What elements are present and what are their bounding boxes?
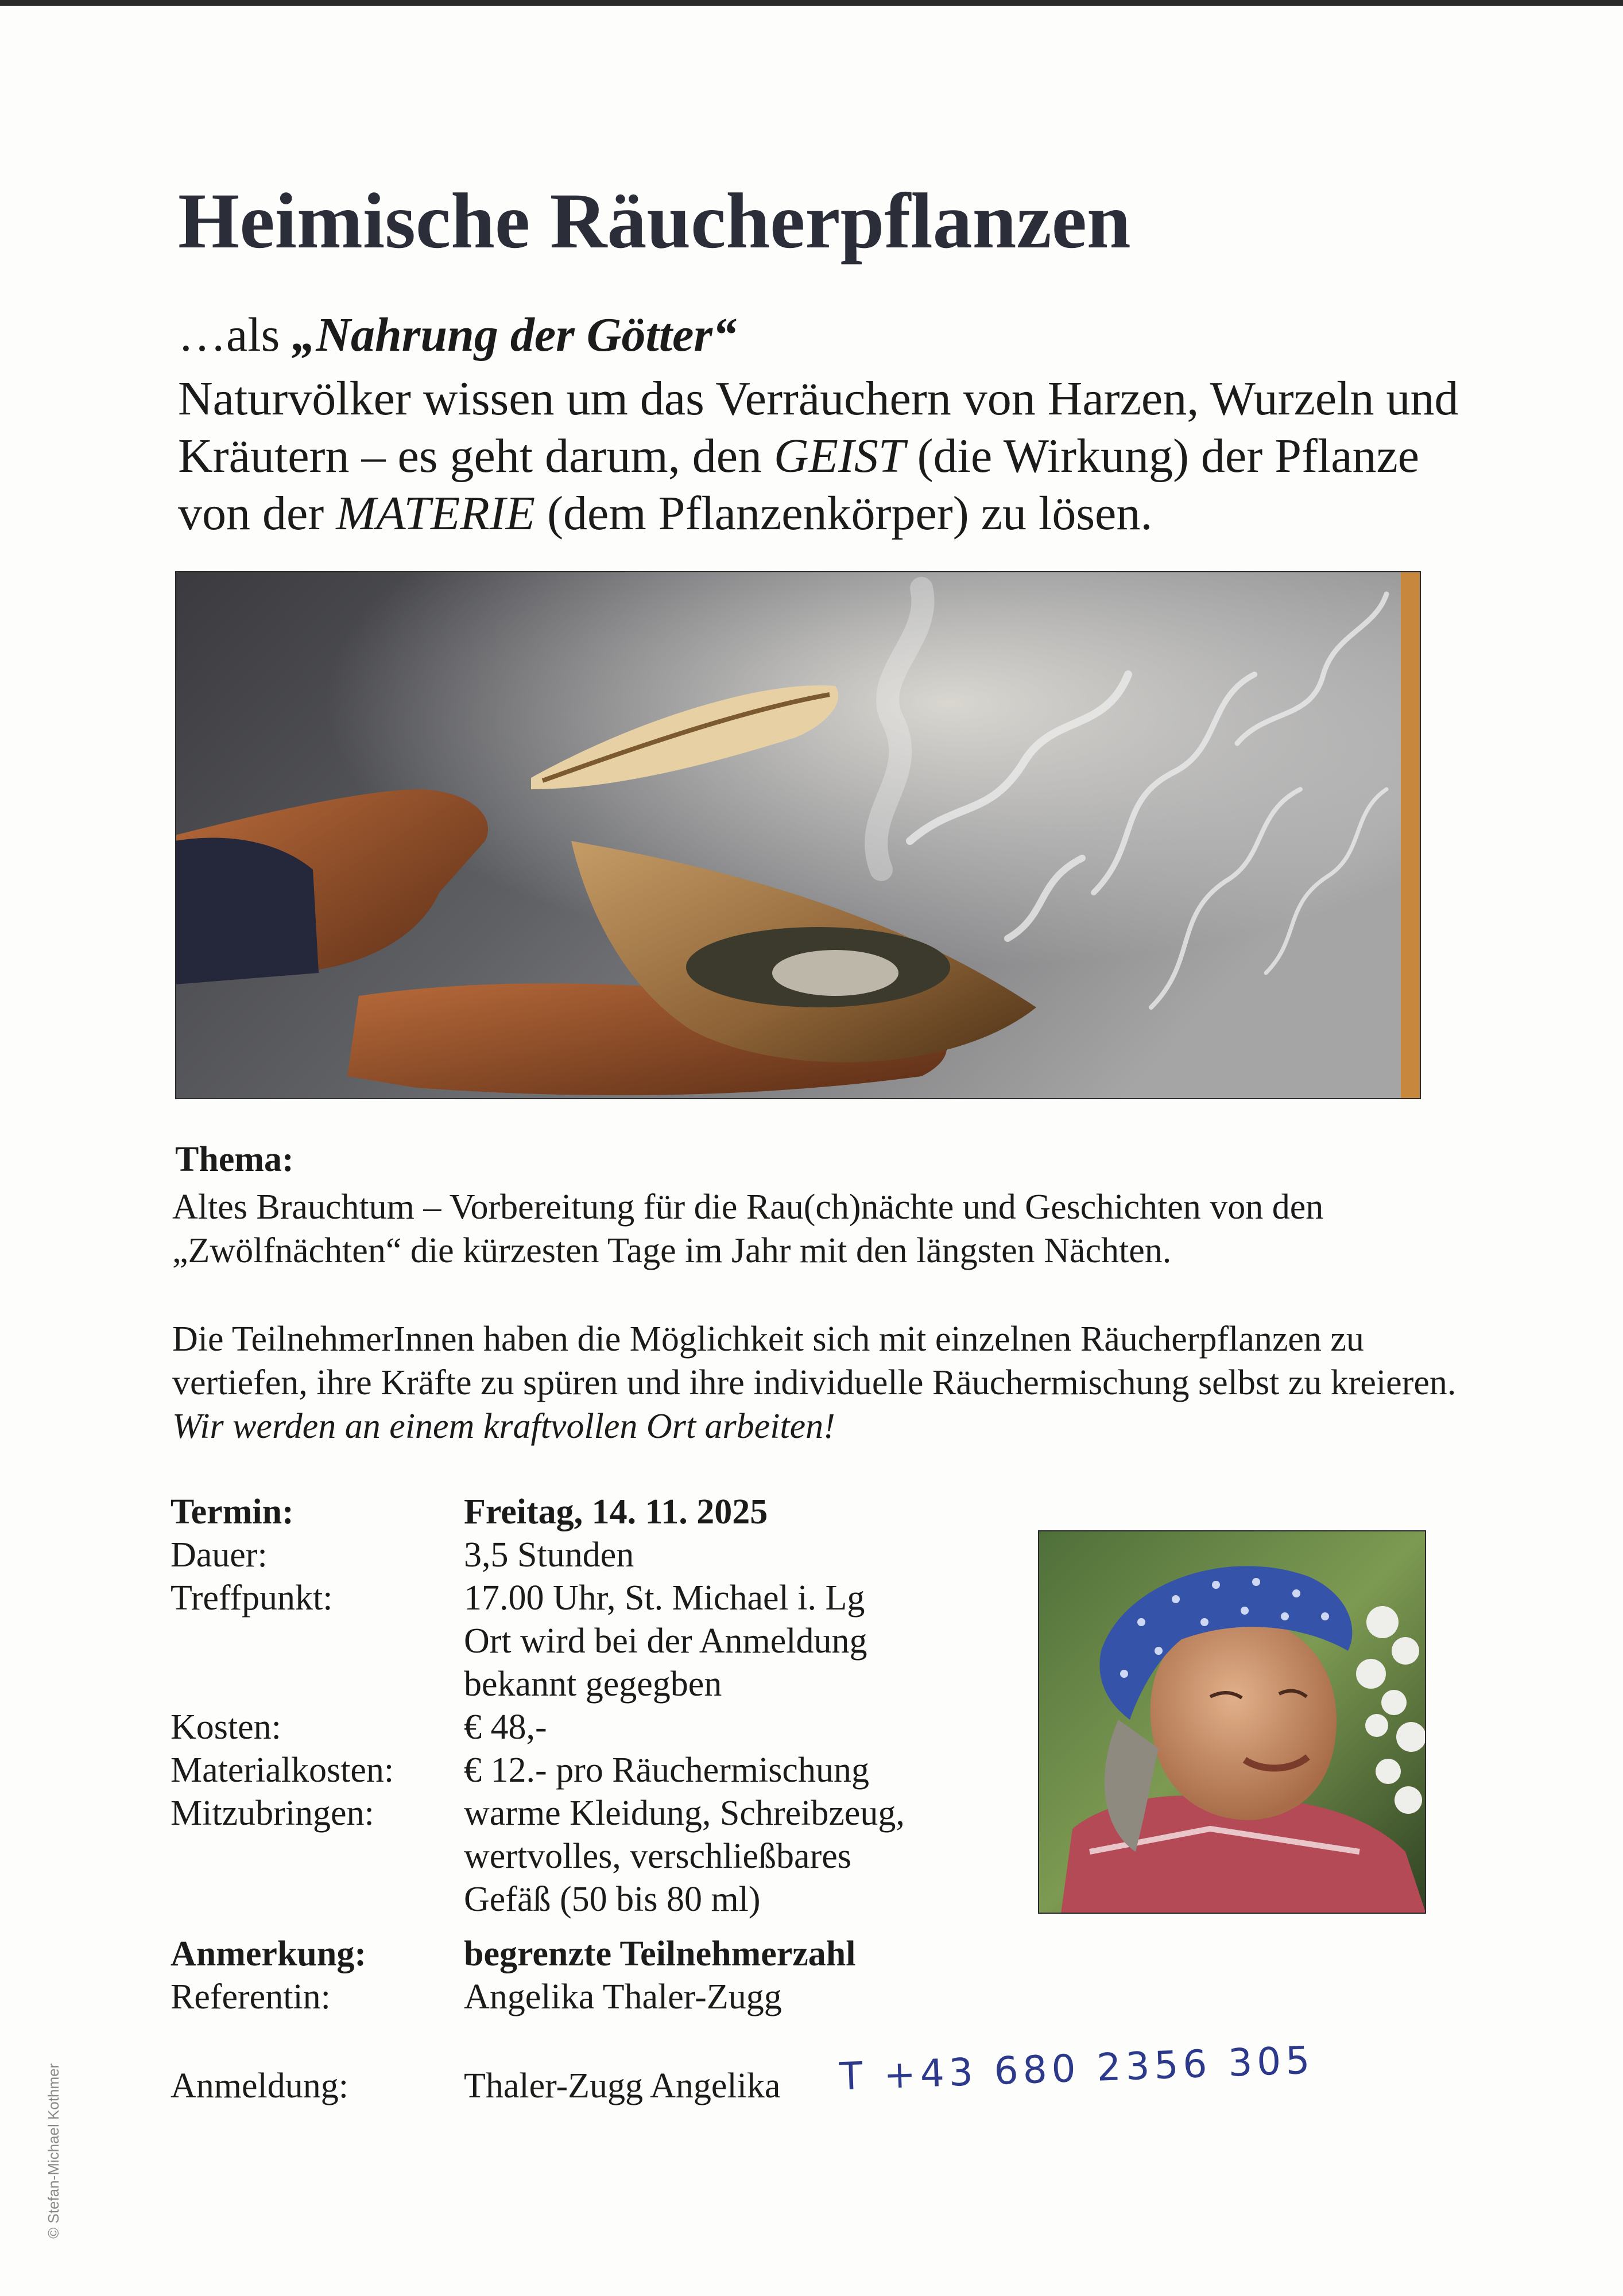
intro-paragraph [178, 370, 1475, 542]
anmerkung-value: begrenzte Teilnehmerzahl [464, 1934, 856, 1973]
mitzubringen-value-1: warme Kleidung, Schreibzeug, [464, 1794, 905, 1833]
intro-part-1: Naturvölker wissen um das Verräuchern von Harzen, Wurzeln und Kräutern – es geht darum, den [178, 372, 1459, 483]
anmeldung-value: Thaler-Zugg Angelika [464, 2066, 781, 2105]
intro-part-3: (dem Pflanzenkörper) zu lösen. [535, 487, 1153, 540]
subtitle [178, 307, 737, 363]
thema-text: Altes Brauchtum – Vorbereitung für die Rau(ch)nächte und Geschichten von den „Zwölfnächten“ die kürzesten Tage im Jahr mit den längsten Nächten. [172, 1188, 1324, 1270]
intro-materie: MATERIE [336, 487, 536, 540]
treffpunkt-value: 17.00 Uhr, St. Michael i. Lg [464, 1578, 865, 1618]
termin-label: Termin: [171, 1492, 294, 1531]
kosten-label: Kosten: [171, 1708, 281, 1747]
dauer-label: Dauer: [171, 1535, 268, 1574]
treffpunkt-note-2: bekannt gegegben [464, 1665, 722, 1704]
photo-credit: © Stefan-Michael Kothmer [45, 2063, 62, 2239]
termin-value: Freitag, 14. 11. 2025 [464, 1492, 768, 1531]
anmeldung-label: Anmeldung: [171, 2066, 348, 2105]
description-emphasis: Wir werden an einem kraftvollen Ort arbeiten! [172, 1407, 835, 1446]
smudging-bowl-photo [175, 571, 1421, 1099]
subtitle-prefix: …als [178, 308, 292, 362]
referentin-value: Angelika Thaler-Zugg [464, 1977, 782, 2016]
intro-geist: GEIST [773, 429, 905, 483]
treffpunkt-label: Treffpunkt: [171, 1578, 333, 1618]
treffpunkt-note-1: Ort wird bei der Anmeldung [464, 1622, 867, 1661]
scan-top-edge [0, 0, 1623, 6]
referentin-portrait-photo [1038, 1530, 1426, 1914]
kosten-value: € 48,- [464, 1708, 547, 1747]
materialkosten-value: € 12.- pro Räuchermischung [464, 1751, 869, 1790]
intro-part-2: (die Wirkung) der Pflanze von der [178, 429, 1420, 540]
subtitle-emphasis: „Nahrung der Götter“ [292, 308, 737, 362]
thema-heading: Thema: [175, 1140, 294, 1179]
mitzubringen-value-2: wertvolles, verschließbares [464, 1837, 851, 1876]
dauer-value: 3,5 Stunden [464, 1535, 634, 1574]
page-title: Heimische Räucherpflanzen [178, 177, 1131, 265]
referentin-label: Referentin: [171, 1977, 331, 2016]
materialkosten-label: Materialkosten: [171, 1751, 394, 1790]
description-paragraph [172, 1317, 1475, 1448]
mitzubringen-label: Mitzubringen: [171, 1794, 374, 1833]
mitzubringen-value-3: Gefäß (50 bis 80 ml) [464, 1880, 761, 1919]
anmerkung-label: Anmerkung: [171, 1934, 367, 1973]
handwritten-phone-number: T +43 680 2356 305 [838, 2038, 1315, 2099]
description-text: Die TeilnehmerInnen haben die Möglichkeit sich mit einzelnen Räucherpflanzen zu vertiefen, ihre Kräfte zu spüren und ihre individuelle Räuchermischung selbst zu kreieren. [172, 1320, 1457, 1402]
